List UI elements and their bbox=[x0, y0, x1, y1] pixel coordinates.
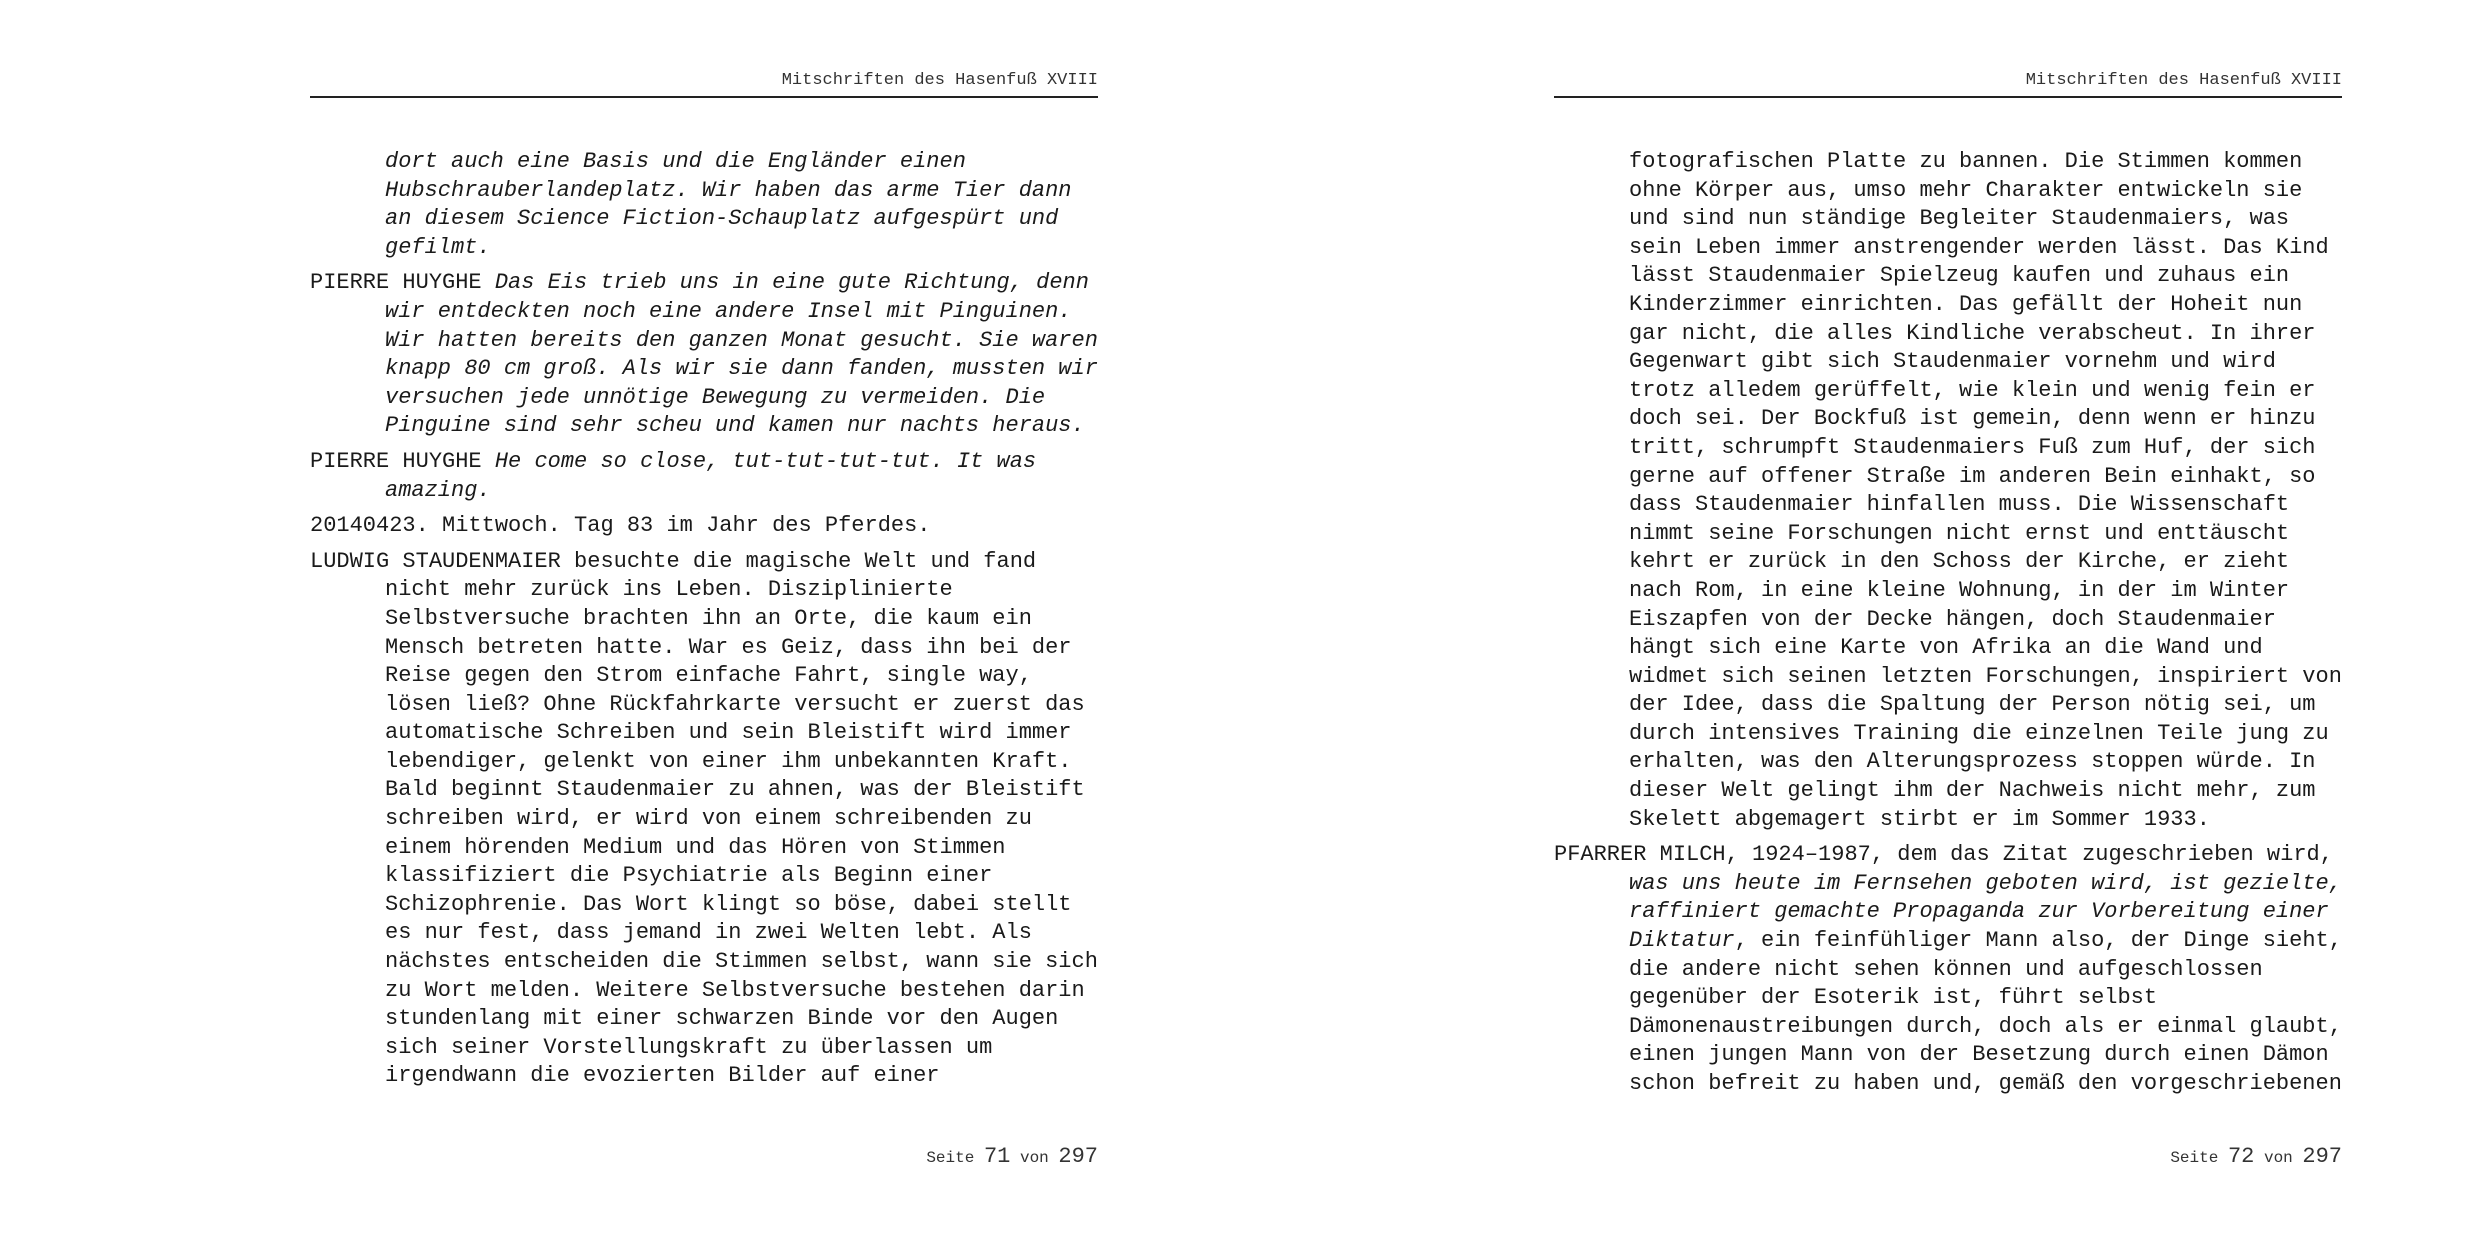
right-page bbox=[1554, 0, 2342, 1240]
paragraph-italic: was uns heute im Fernsehen geboten wird, ist gezielte, raffiniert gemachte Propaganda zur Vorbereitung einer Diktatur bbox=[1629, 870, 2342, 954]
paragraph bbox=[310, 448, 1098, 505]
footer-label: Seite bbox=[2170, 1149, 2219, 1167]
paragraph-lead: LUDWIG STAUDENMAIER besuchte die magische Welt und fand nicht mehr zurück ins Leben. Disziplinierte Selbstversuche brachten ihn an Orte, die kaum ein Mensch betreten hatte. War es Geiz, dass ihn bei der Reise gegen den Strom einfache Fahrt, single way, lösen ließ? Ohne Rückfahrkarte versucht er zuerst das automatische Schreiben und sein Bleistift wird immer lebendiger, gelenkt von einer ihm unbekannten Kraft. Bald beginnt Staudenmaier zu ahnen, was der Bleistift schreiben wird, er wird von einem schreibenden zu einem hörenden Medium und das Hören von Stimmen klassifiziert die Psychiatrie als Beginn einer Schizophrenie. Das Wort klingt so böse, dabei stellt es nur fest, dass jemand in zwei Welten lebt. Als nächstes entscheiden die Stimmen selbst, wann sie sich zu Wort melden. Weitere Selbstversuche bestehen darin stundenlang mit einer schwarzen Binde vor den Augen sich seiner Vorstellungskraft zu überlassen um irgendwann die evozierten Bilder auf einer bbox=[310, 548, 1098, 1089]
footer-label: Seite bbox=[926, 1149, 975, 1167]
paragraph-italic: dort auch eine Basis und die Engländer einen Hubschrauberlandeplatz. Wir haben das arme Tier dann an diesem Science Fiction-Schauplatz aufgespürt und gefilmt. bbox=[385, 149, 1072, 260]
paragraph bbox=[310, 269, 1098, 441]
page-footer bbox=[310, 1144, 1098, 1169]
total-pages: 297 bbox=[2302, 1144, 2342, 1169]
page-body bbox=[1554, 148, 2342, 1106]
paragraph-plain: , ein feinfühliger Mann also, der Dinge sieht, die andere nicht sehen können und aufgeschlossen gegenüber der Esoterik ist, führt selbst Dämonenaustreibungen durch, doch als er einmal glaubt, einen jungen Mann von der Besetzung durch einen Dämon schon befreit zu haben und, gemäß den vorgeschriebenen bbox=[1629, 928, 2342, 1096]
paragraph-lead: PFARRER MILCH, 1924–1987, dem das Zitat zugeschrieben wird, bbox=[1554, 842, 2333, 868]
paragraph bbox=[310, 148, 1098, 262]
running-header: Mitschriften des Hasenfuß XVIII bbox=[310, 72, 1098, 98]
running-header: Mitschriften des Hasenfuß XVIII bbox=[1554, 72, 2342, 98]
paragraph-lead: 20140423. Mittwoch. Tag 83 im Jahr des Pferdes. bbox=[310, 513, 931, 539]
footer-separator: von bbox=[2263, 1149, 2293, 1167]
page-number: 72 bbox=[2227, 1144, 2255, 1169]
left-page bbox=[310, 0, 1098, 1240]
page-body bbox=[310, 148, 1098, 1098]
footer-separator: von bbox=[1019, 1149, 1049, 1167]
paragraph-italic: Das Eis trieb uns in eine gute Richtung, denn wir entdeckten noch eine andere Insel mit Pinguinen. Wir hatten bereits den ganzen Monat gesucht. Sie waren knapp 80 cm groß. Als wir sie dann fanden, mussten wir versuchen jede unnötige Bewegung zu vermeiden. Die Pinguine sind sehr scheu und kamen nur nachts heraus. bbox=[385, 270, 1098, 439]
paragraph bbox=[310, 548, 1098, 1091]
paragraph-lead: fotografischen Platte zu bannen. Die Stimmen kommen ohne Körper aus, umso mehr Charakter entwickeln sie und sind nun ständige Begleiter Staudenmaiers, was sein Leben immer anstrengender werden lässt. Das Kind lässt Staudenmaier Spielzeug kaufen und zuhaus ein Kinderzimmer einrichten. Das gefällt der Hoheit nun gar nicht, die alles Kindliche verabscheut. In ihrer Gegenwart gibt sich Staudenmaier vornehm und wird trotz alledem gerüffelt, wie klein und wenig fein er doch sei. Der Bockfuß ist gemein, denn wenn er hinzu tritt, schrumpft Staudenmaiers Fuß zum Huf, der sich gerne auf offener Straße im anderen Bein einhakt, so dass Staudenmaier hinfallen muss. Die Wissenschaft nimmt seine Forschungen nicht ernst und enttäuscht kehrt er zurück in den Schoss der Kirche, er zieht nach Rom, in eine kleine Wohnung, in der im Winter Eiszapfen von der Decke hängen, doch Staudenmaier hängt sich eine Karte von Afrika an die Wand und widmet sich seinen letzten Forschungen, inspiriert von der Idee, dass die Spaltung der Person nötig sei, um durch intensives Training die einzelnen Teile jung zu erhalten, was den Alterungsprozess stoppen würde. In dieser Welt gelingt ihm der Nachweis nicht mehr, zum Skelett abgemagert stirbt er im Sommer 1933. bbox=[1629, 149, 2342, 832]
paragraph bbox=[1554, 148, 2342, 834]
paragraph-lead: PIERRE HUYGHE bbox=[310, 448, 495, 474]
page-number: 71 bbox=[983, 1144, 1011, 1169]
paragraph-italic: He come so close, tut-tut-tut-tut. It was amazing. bbox=[385, 448, 1037, 503]
paragraph bbox=[1554, 841, 2342, 1098]
page-footer bbox=[1554, 1144, 2342, 1169]
total-pages: 297 bbox=[1058, 1144, 1098, 1169]
date-entry bbox=[310, 512, 1098, 541]
paragraph-lead: PIERRE HUYGHE bbox=[310, 270, 495, 296]
